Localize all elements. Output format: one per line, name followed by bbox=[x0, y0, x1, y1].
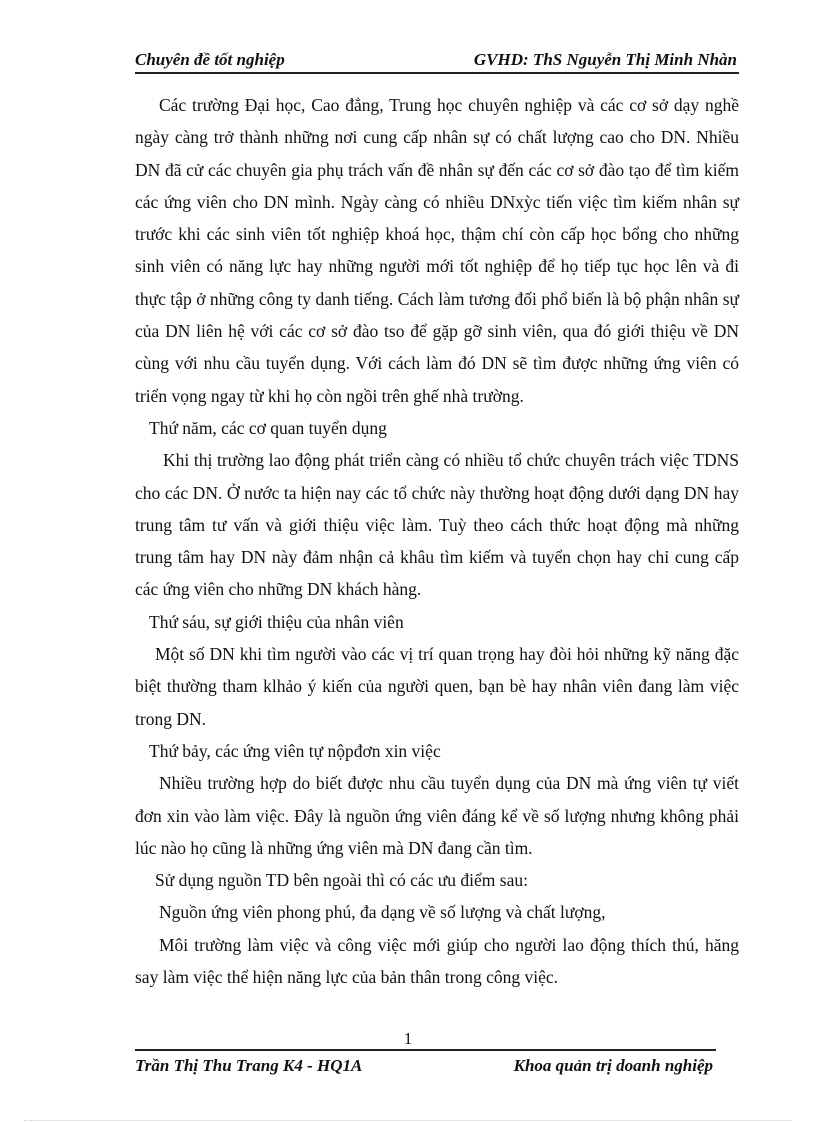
heading-self-applications: Thứ bảy, các ứng viên tự nộpđơn xin việc bbox=[149, 740, 441, 761]
header-document-type: Chuyên đề tốt nghiệp bbox=[135, 50, 285, 69]
page-footer bbox=[135, 1049, 716, 1081]
page-header bbox=[135, 48, 739, 74]
footer-author: Trần Thị Thu Trang K4 - HQ1A bbox=[135, 1056, 363, 1075]
footer-faculty: Khoa quản trị doanh nghiệp bbox=[513, 1056, 713, 1075]
paragraph-self-applications: Nhiều trường hợp do biết được nhu cầu tuyển dụng của DN mà ứng viên tự viết đơn xin vào làm việc. Đây là nguồn ứng viên đáng kể về số lượng nhưng không phải lúc nào họ cũng là những ứng viên mà DN đang cần tìm. bbox=[135, 773, 739, 858]
heading-external-advantages: Sử dụng nguồn TD bên ngoài thì có các ưu điểm sau: bbox=[155, 870, 528, 891]
paragraph-employee-referrals: Một số DN khi tìm người vào các vị trí quan trọng hay đòi hỏi những kỹ năng đặc biệt thường tham klhảo ý kiến của người quen, bạn bè hay nhân viên đang làm việc trong DN. bbox=[135, 644, 739, 729]
paragraph-advantage-motivation: Môi trường làm việc và công việc mới giúp cho người lao động thích thú, hăng say làm việc thể hiện năng lực của bản thân trong công việc. bbox=[135, 934, 739, 988]
page-bottom-edge bbox=[24, 1120, 792, 1121]
page-number: 1 bbox=[403, 1029, 413, 1048]
paragraph-recruitment-agencies: Khi thị trường lao động phát triển càng có nhiều tổ chức chuyên trách việc TDNS cho các DN. Ở nước ta hiện nay các tổ chức này thường hoạt động dưới dạng DN hay trung tâm tư vấn và giới thiệu việc làm. Tuỳ theo cách thức hoạt động mà những trung tâm hay DN này đảm nhận cả khâu tìm kiếm và tuyển chọn hay chỉ cung cấp các ứng viên cho những DN khách hàng. bbox=[135, 450, 739, 600]
header-supervisor: GVHD: ThS Nguyễn Thị Minh Nhàn bbox=[473, 50, 737, 69]
paragraph-advantage-diversity: Nguồn ứng viên phong phú, đa dạng về số lượng và chất lượng, bbox=[159, 902, 606, 923]
document-body bbox=[135, 89, 739, 993]
heading-employee-referrals: Thứ sáu, sự giới thiệu của nhân viên bbox=[149, 611, 404, 632]
paragraph-university-sources: Các trường Đại học, Cao đẳng, Trung học chuyên nghiệp và các cơ sở dạy nghề ngày càng trở thành những nơi cung cấp nhân sự có chất lượng cao cho DN. Nhiều DN đã cử các chuyên gia phụ trách vấn đề nhân sự đến các cơ sở đào tạo để tìm kiếm các ứng viên cho DN mình. Ngày càng có nhiều DNxỳc tiến việc tìm kiếm nhân sự trước khi các sinh viên tốt nghiệp khoá học, thậm chí còn cấp học bổng cho những sinh viên có năng lực hay những người mới tốt nghiệp để họ tiếp tục học lên và đi thực tập ở những công ty danh tiếng. Cách làm tương đối phổ biến là bộ phận nhân sự của DN liên hệ với các cơ sở đào tso để gặp gỡ sinh viên, qua đó giới thiệu về DN cùng với nhu cầu tuyển dụng. Với cách làm đó DN sẽ tìm được những ứng viên có triển vọng ngay từ khi họ còn ngồi trên ghế nhà trường. bbox=[135, 95, 739, 406]
heading-recruitment-agencies: Thứ năm, các cơ quan tuyển dụng bbox=[149, 417, 387, 438]
